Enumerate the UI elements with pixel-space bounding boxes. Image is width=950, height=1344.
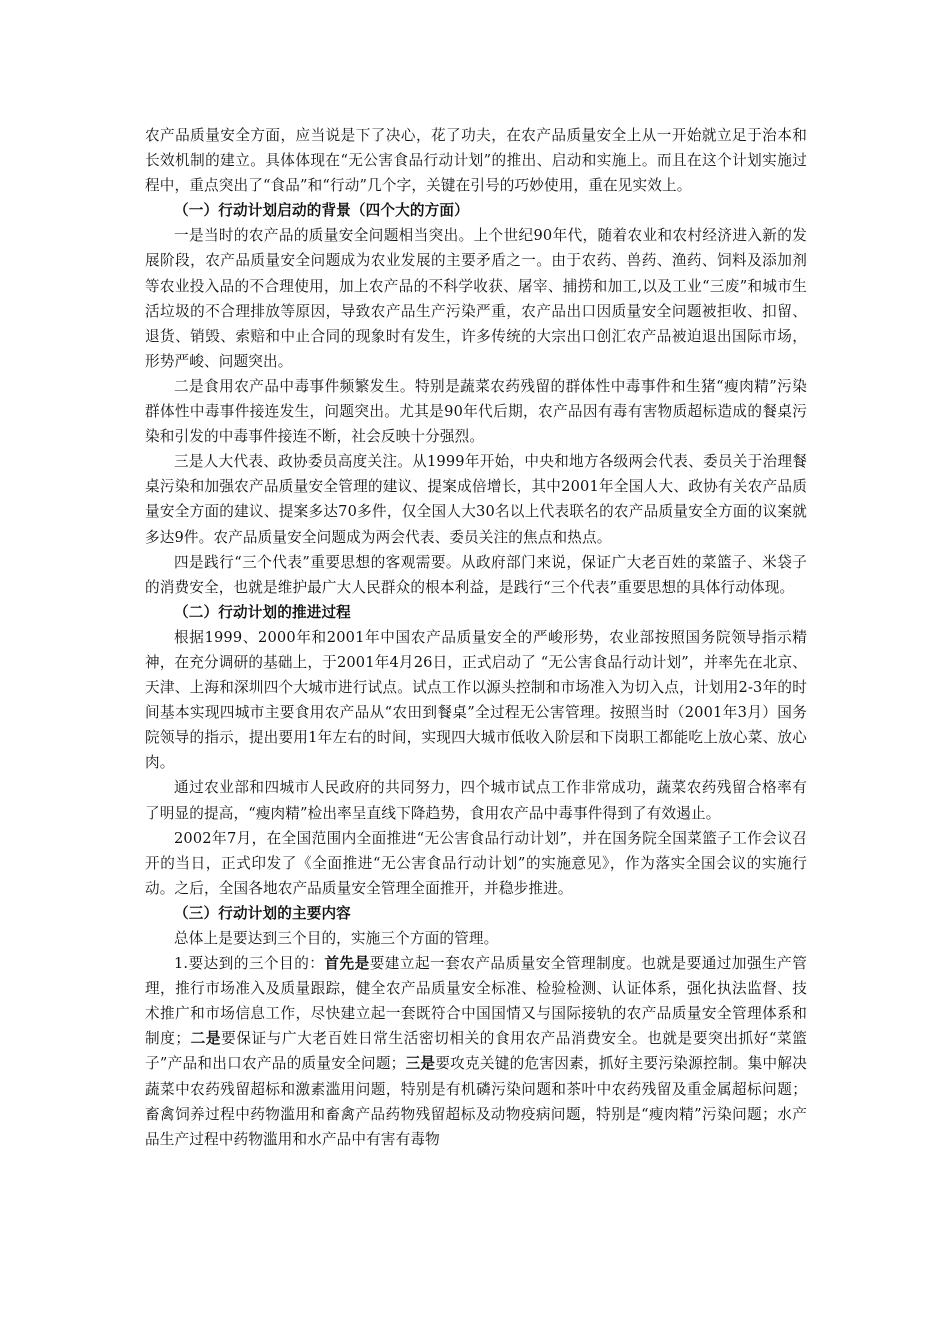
goal-3-text: 要攻克关键的危害因素，抓好主要污染源控制。集中解决蔬菜中农药残留超标和激素滥用问题，特别是有机磷污染问题和茶叶中农药残留及重金属超标问题；畜禽饲养过程中药物滥用和畜禽产品药物残留超标及动物疫病问题，特别是“瘦肉精”污染问题；水产品生产过程中药物滥用和水产品中有害有毒物	[145, 1055, 807, 1148]
section-2-paragraph-2: 通过农业部和四城市人民政府的共同努力，四个城市试点工作非常成功，蔬菜农药残留合格率有了明显的提高，“瘦肉精”检出率呈直线下降趋势，食用农产品中毒事件得到了有效遏止。	[145, 779, 807, 822]
goal-2-text: 要保证与广大老百姓日常生活密切相关的食用农产品消费安全。也就是要突出抓好“菜篮子”产品和出口农产品的质量安全问题；	[145, 1030, 807, 1073]
section-2-paragraph-1: 根据1999、2000年和2001年中国农产品质量安全的严峻形势，农业部按照国务院领导指示精神，在充分调研的基础上，于2001年4月26日，正式启动了 “无公害食品行动计划”，并率先在北京、天津、上海和深圳四个大城市进行试点。试点工作以源头控制和市场准入为切入点，计划用2-3年的时间基本实现四城市主要食用农产品从“农田到餐桌”全过程无公害管理。按照当时（2001年3月）国务院领导的指示，提出要用1年左右的时间，实现四大城市低收入阶层和下岗职工都能吃上放心菜、放心肉。	[145, 628, 807, 772]
section-1-paragraph-2: 二是食用农产品中毒事件频繁发生。特别是蔬菜农药残留的群体性中毒事件和生猪“瘦肉精”污染群体性中毒事件接连发生，问题突出。尤其是90年代后期，农产品因有毒有害物质超标造成的餐桌污染和引发的中毒事件接连不断，社会反映十分强烈。	[145, 377, 807, 446]
section-1-paragraph-1: 一是当时的农产品的质量安全问题相当突出。上个世纪90年代，随着农业和农村经济进入新的发展阶段，农产品质量安全问题成为农业发展的主要矛盾之一。由于农药、兽药、渔药、饲料及添加剂等农业投入品的不合理使用，加上农产品的不科学收获、屠宰、捕捞和加工,以及工业“三废”和城市生活垃圾的不合理排放等原因，导致农产品生产污染严重，农产品出口因质量安全问题被拒收、扣留、退货、销毁、索赔和中止合同的现象时有发生，许多传统的大宗出口创汇农产品被迫退出国际市场，形势严峻、问题突出。	[145, 227, 807, 370]
goals-lead: 1.要达到的三个目的：	[174, 955, 325, 973]
document-page	[145, 123, 807, 1152]
section-3-paragraph-1: 总体上是要达到三个目的，实施三个方面的管理。	[174, 930, 499, 947]
section-1-paragraph-3: 三是人大代表、政协委员高度关注。从1999年开始，中央和地方各级两会代表、委员关于治理餐桌污染和加强农产品质量安全管理的建议、提案成倍增长，其中2001年全国人大、政协有关农产品质量安全方面的建议、提案多达70多件，仅全国人大30名以上代表联名的农产品质量安全方面的议案就多达9件。农产品质量安全问题成为两会代表、委员关注的焦点和热点。	[145, 453, 807, 546]
goal-1-text: 要建立起一套农产品质量安全管理制度。也就是要通过加强生产管理，推行市场准入及质量跟踪，健全农产品质量安全标准、检验检测、认证体系，强化执法监督、技术推广和市场信息工作，尽快建立起一套既符合中国国情又与国际接轨的农产品质量安全管理体系和制度；	[145, 955, 808, 1048]
section-3-paragraph-2	[145, 951, 807, 1152]
section-1-heading: （一）行动计划启动的背景（四个大的方面）	[174, 202, 469, 220]
section-2-heading: （二）行动计划的推进过程	[174, 603, 351, 621]
goal-1-label: 首先是	[324, 955, 370, 973]
goal-3-label: 三是	[405, 1055, 436, 1073]
section-2-paragraph-3: 2002年7月，在全国范围内全面推进“无公害食品行动计划”，并在国务院全国菜篮子工作会议召开的当日，正式印发了《全面推进“无公害食品行动计划”的实施意见》，作为落实全国会议的实施行动。之后，全国各地农产品质量安全管理全面推开，并稳步推进。	[145, 829, 807, 897]
goal-2-label: 二是	[190, 1030, 222, 1048]
section-3-heading: （三）行动计划的主要内容	[174, 904, 351, 922]
section-1-paragraph-4: 四是践行“三个代表”重要思想的客观需要。从政府部门来说，保证广大老百姓的菜篮子、米袋子的消费安全，也就是维护最广大人民群众的根本利益，是践行“三个代表”重要思想的具体行动体现。	[145, 553, 807, 596]
intro-paragraph: 农产品质量安全方面，应当说是下了决心，花了功夫，在农产品质量安全上从一开始就立足于治本和长效机制的建立。具体体现在“无公害食品行动计划”的推出、启动和实施上。而且在这个计划实施过程中，重点突出了“食品”和“行动”几个字，关键在引号的巧妙使用，重在见实效上。	[145, 127, 807, 195]
